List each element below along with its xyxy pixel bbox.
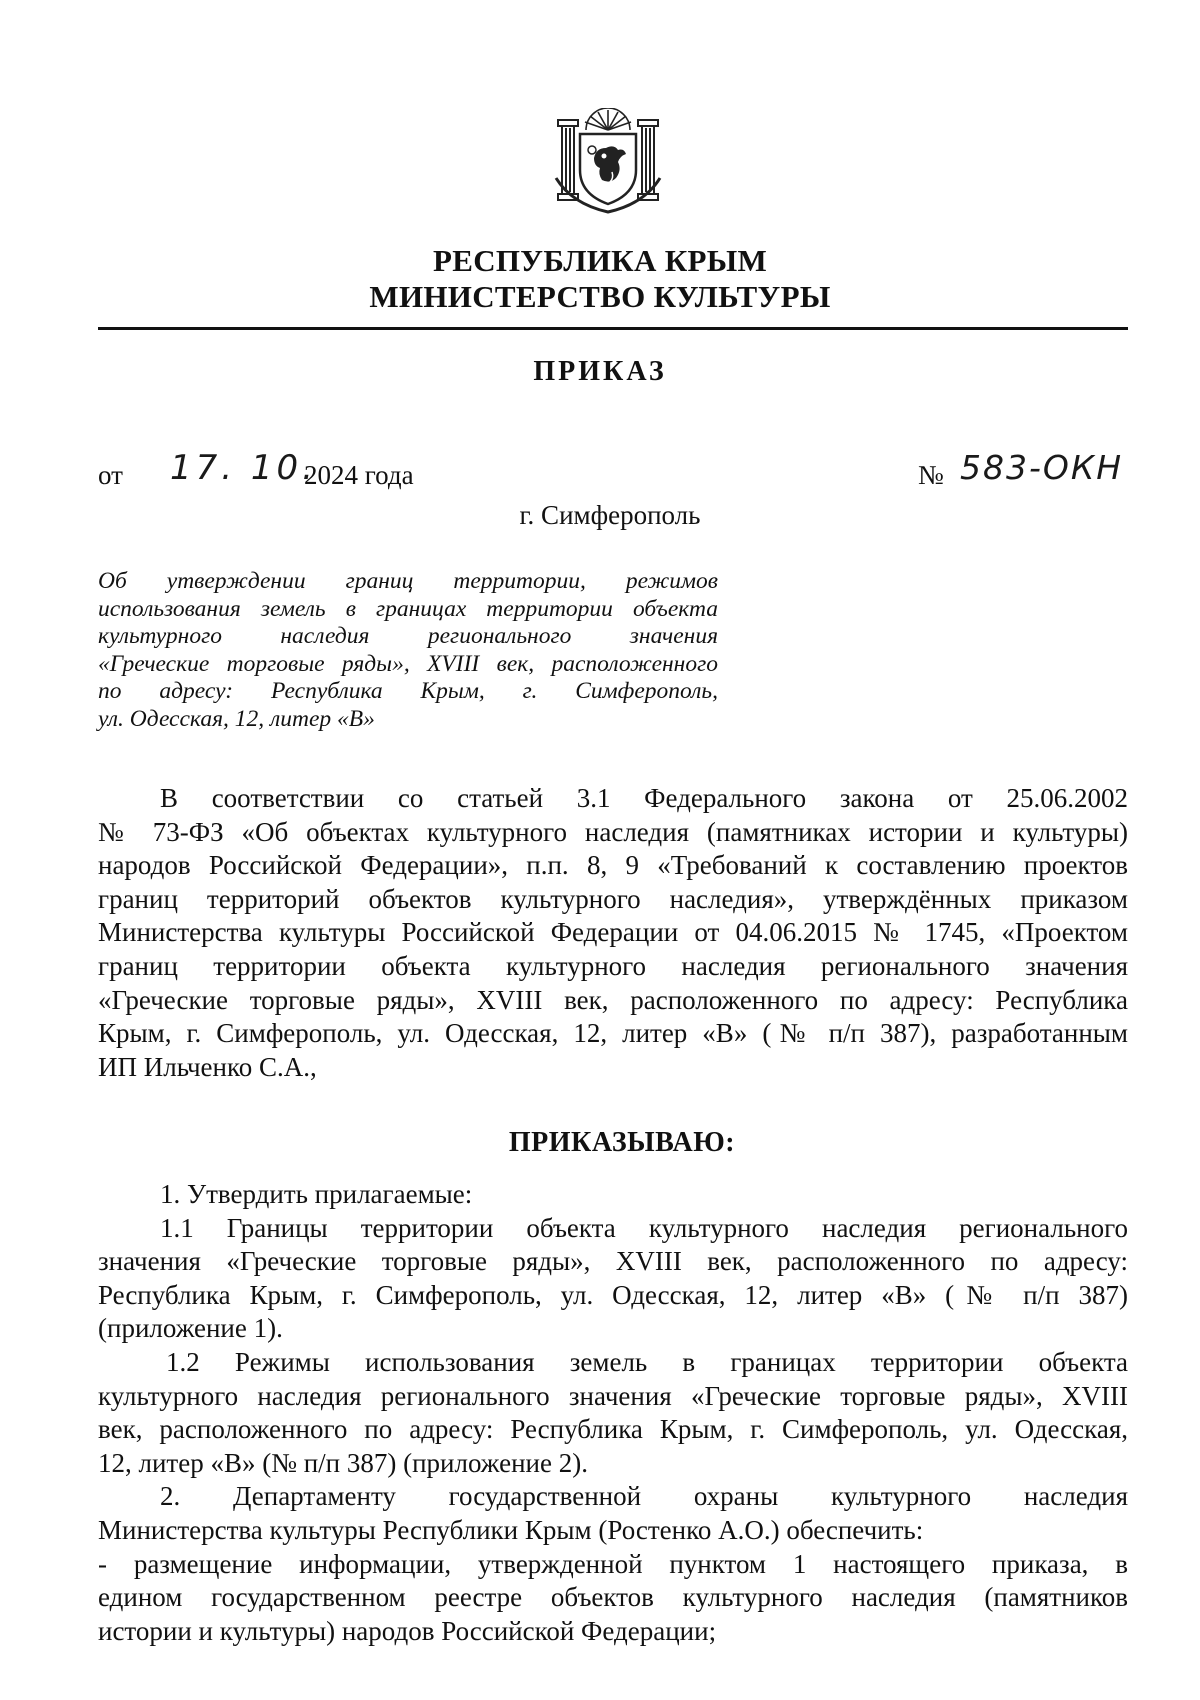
preamble-line: границ территории объекта культурного наследия регионального значения bbox=[98, 950, 1128, 981]
subject-line: по адресу: Республика Крым, г. Симферополь, bbox=[98, 678, 718, 704]
subject-line: Об утверждении границ территории, режимов bbox=[98, 568, 718, 594]
ministry-heading: МИНИСТЕРСТВО КУЛЬТУРЫ bbox=[369, 279, 831, 314]
order-items bbox=[98, 1178, 1128, 1648]
header-divider bbox=[98, 327, 1128, 330]
decree-heading: ПРИКАЗЫВАЮ: bbox=[508, 1127, 736, 1158]
republic-heading: РЕСПУБЛИКА КРЫМ bbox=[432, 243, 768, 278]
item-line: истории и культуры) народов Российской Федерации; bbox=[98, 1615, 717, 1646]
date-prefix: от bbox=[98, 460, 123, 490]
item-line: (приложение 1). bbox=[98, 1313, 283, 1344]
subject-line: культурного наследия регионального значения bbox=[98, 623, 718, 649]
preamble-line: ИП Ильченко С.А., bbox=[98, 1051, 317, 1082]
item-line: значения «Греческие торговые ряды», XVIII век, расположенного по адресу: bbox=[98, 1246, 1128, 1277]
subject-line: ул. Одесская, 12, литер «В» bbox=[98, 705, 375, 732]
preamble-line: народов Российской Федерации», п.п. 8, 9 «Требований к составлению проектов bbox=[98, 850, 1128, 881]
subject-line: «Греческие торговые ряды», XVIII век, расположенного bbox=[98, 650, 718, 677]
item-line: 1. Утвердить прилагаемые: bbox=[160, 1179, 473, 1209]
preamble-line: границ территорий объектов культурного наследия», утверждённых приказом bbox=[98, 883, 1128, 914]
preamble-line: Министерства культуры Российской Федерации от 04.06.2015 № 1745, «Проектом bbox=[98, 917, 1128, 948]
handwritten-order-number: 583-ОКН bbox=[960, 448, 1124, 487]
item-line: 12, литер «В» (№ п/п 387) (приложение 2). bbox=[98, 1447, 588, 1478]
item-line: культурного наследия регионального значения «Греческие торговые ряды», XVIII bbox=[98, 1380, 1128, 1411]
preamble-line: «Греческие торговые ряды», XVIII век, расположенного по адресу: Республика bbox=[98, 984, 1128, 1015]
preamble-line: № 73-ФЗ «Об объектах культурного наследия (памятниках истории и культуры) bbox=[98, 816, 1128, 847]
item-line: - размещение информации, утвержденной пунктом 1 настоящего приказа, в bbox=[98, 1548, 1128, 1579]
item-line: 1.1 Границы территории объекта культурного наследия регионального bbox=[160, 1212, 1128, 1243]
subject-line: использования земель в границах территории объекта bbox=[98, 595, 718, 622]
coat-of-arms-icon bbox=[552, 108, 664, 218]
preamble-paragraph bbox=[98, 782, 1128, 1084]
date-year: 2024 года bbox=[304, 460, 414, 490]
item-line: 1.2 Режимы использования земель в границах территории объекта bbox=[166, 1346, 1128, 1377]
order-subject bbox=[98, 568, 718, 733]
handwritten-date: 17. 10. bbox=[170, 448, 317, 488]
city-line: г. Симферополь bbox=[519, 500, 701, 530]
item-line: век, расположенного по адресу: Республика Крым, г. Симферополь, ул. Одесская, bbox=[98, 1414, 1128, 1445]
number-label: № bbox=[918, 460, 944, 490]
item-line: 2. Департаменту государственной охраны культурного наследия bbox=[160, 1481, 1128, 1512]
item-line: Республика Крым, г. Симферополь, ул. Одесская, 12, литер «В» (№ п/п 387) bbox=[98, 1279, 1128, 1310]
item-line: Министерства культуры Республики Крым (Ростенко А.О.) обеспечить: bbox=[98, 1514, 924, 1545]
item-line: едином государственном реестре объектов культурного наследия (памятников bbox=[98, 1582, 1128, 1613]
order-title: ПРИКАЗ bbox=[533, 356, 667, 387]
preamble-line: В соответствии со статьей 3.1 Федерального закона от 25.06.2002 bbox=[160, 783, 1128, 813]
preamble-line: Крым, г. Симферополь, ул. Одесская, 12, литер «В» (№ п/п 387), разработанным bbox=[98, 1018, 1128, 1049]
